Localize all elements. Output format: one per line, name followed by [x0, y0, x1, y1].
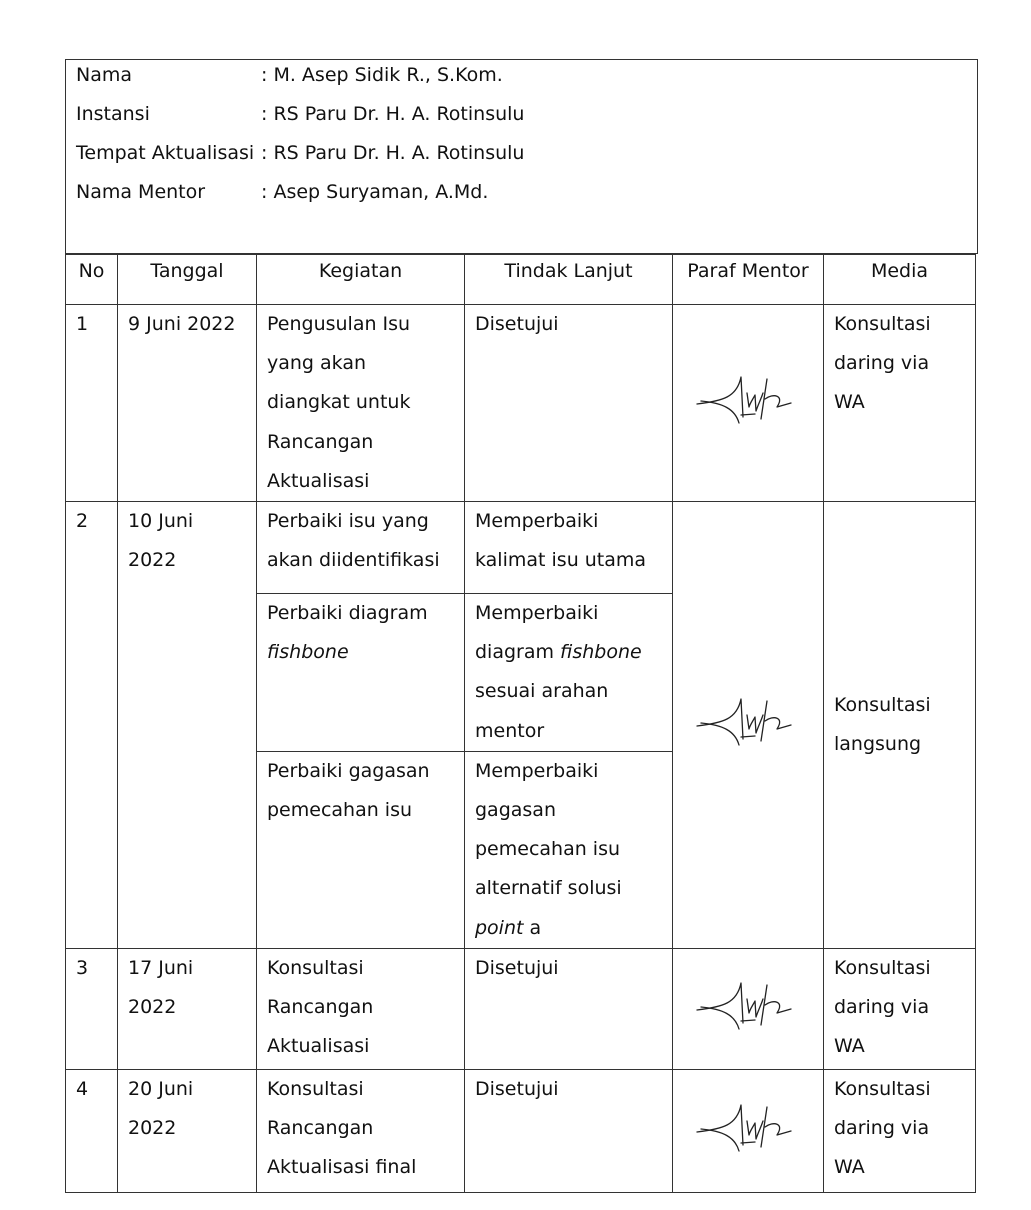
cell-date: 17 Juni 2022	[118, 948, 257, 1069]
info-label: Nama Mentor	[76, 181, 206, 203]
info-row-tempat-aktualisasi	[76, 138, 524, 177]
mentor-signature-image	[693, 373, 803, 433]
cell-followup: Disetujui	[465, 1069, 673, 1192]
mentor-signature-image	[693, 695, 803, 755]
followup-italic-text: fishbone	[560, 641, 642, 664]
cell-activity	[257, 594, 465, 752]
info-separator: :	[261, 142, 268, 164]
table-header-row	[66, 255, 976, 305]
info-value: RS Paru Dr. H. A. Rotinsulu	[273, 103, 525, 125]
info-separator: :	[261, 103, 268, 125]
cell-no: 1	[66, 305, 118, 502]
cell-date: 10 Juni 2022	[118, 502, 257, 949]
info-label: Tempat Aktualisasi	[76, 142, 255, 164]
info-separator: :	[261, 64, 268, 86]
header-paraf-mentor: Paraf Mentor	[673, 255, 824, 305]
cell-media: Konsultasi daring via WA	[824, 1069, 976, 1192]
header-no: No	[66, 255, 118, 305]
cell-signature	[673, 1069, 824, 1192]
followup-text: Memperbaiki gagasan pemecahan isu alternatif solusi	[475, 759, 622, 900]
header-tanggal: Tanggal	[118, 255, 257, 305]
cell-no: 3	[66, 948, 118, 1069]
info-label: Nama	[76, 64, 133, 86]
followup-text: sesuai arahan mentor	[475, 680, 609, 742]
cell-activity: Pengusulan Isu yang akan diangkat untuk Rancangan Aktualisasi	[257, 305, 465, 502]
cell-followup	[465, 751, 673, 948]
info-row-nama-mentor	[76, 177, 488, 216]
consultation-table	[65, 254, 976, 1193]
identity-box	[65, 59, 978, 254]
cell-activity: Konsultasi Rancangan Aktualisasi	[257, 948, 465, 1069]
cell-signature	[673, 948, 824, 1069]
cell-activity: Konsultasi Rancangan Aktualisasi final	[257, 1069, 465, 1192]
cell-no: 2	[66, 502, 118, 949]
cell-media: Konsultasi daring via WA	[824, 948, 976, 1069]
info-label: Instansi	[76, 103, 150, 125]
header-tindak-lanjut: Tindak Lanjut	[465, 255, 673, 305]
cell-followup: Memperbaiki kalimat isu utama	[465, 502, 673, 594]
cell-followup: Disetujui	[465, 305, 673, 502]
cell-media: Konsultasi daring via WA	[824, 305, 976, 502]
header-media: Media	[824, 255, 976, 305]
info-separator: :	[261, 181, 268, 203]
cell-activity: Perbaiki gagasan pemecahan isu	[257, 751, 465, 948]
info-row-instansi	[76, 99, 524, 138]
info-value: Asep Suryaman, A.Md.	[273, 181, 489, 203]
cell-signature	[673, 305, 824, 502]
info-value: RS Paru Dr. H. A. Rotinsulu	[273, 142, 525, 164]
cell-followup	[465, 594, 673, 752]
table-row	[66, 502, 976, 594]
cell-followup: Disetujui	[465, 948, 673, 1069]
info-row-nama	[76, 60, 503, 99]
followup-text: a	[523, 916, 542, 939]
followup-text: Memperbaiki diagram	[475, 602, 599, 664]
mentor-signature-image	[693, 979, 803, 1039]
info-value: M. Asep Sidik R., S.Kom.	[273, 64, 503, 86]
table-row	[66, 1069, 976, 1192]
header-kegiatan: Kegiatan	[257, 255, 465, 305]
cell-date: 9 Juni 2022	[118, 305, 257, 502]
cell-date: 20 Juni 2022	[118, 1069, 257, 1192]
cell-media: Konsultasi langsung	[824, 502, 976, 949]
cell-activity: Perbaiki isu yang akan diidentifikasi	[257, 502, 465, 594]
cell-signature	[673, 502, 824, 949]
mentor-signature-image	[693, 1101, 803, 1161]
cell-no: 4	[66, 1069, 118, 1192]
activity-italic-text: fishbone	[267, 641, 349, 664]
table-row	[66, 948, 976, 1069]
followup-italic-text: point	[475, 916, 524, 939]
table-row	[66, 305, 976, 502]
activity-text: Perbaiki diagram	[267, 602, 428, 625]
